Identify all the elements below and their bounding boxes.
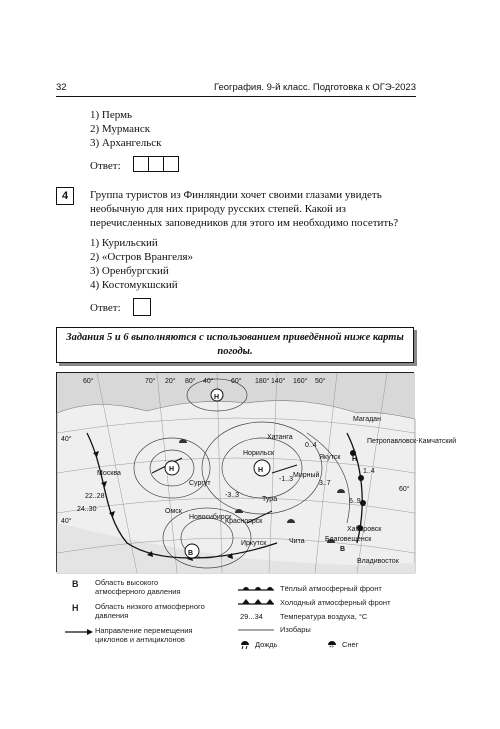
weather-map: [56, 372, 457, 572]
warm-front-icon: [238, 583, 274, 593]
prev-answer-box-1[interactable]: [133, 156, 149, 172]
map-label: Москва: [97, 470, 121, 477]
prev-answer-box-3[interactable]: [163, 156, 179, 172]
map-temp-label: 1..4: [363, 468, 375, 475]
header-rule: [56, 96, 416, 97]
map-label: 60°: [399, 486, 410, 493]
legend-direction: Направление перемещения циклонов и антициклонов: [95, 626, 193, 644]
prev-option-1: 1) Пермь: [90, 109, 133, 121]
map-temp-label: -1..3: [279, 476, 294, 483]
map-label: Владивосток: [357, 558, 399, 565]
legend-high-symbol: В: [72, 579, 79, 589]
map-label: 40°: [203, 378, 214, 385]
prev-answer-label: Ответ:: [90, 160, 121, 172]
map-temp-label: 6..9: [349, 498, 361, 505]
prev-option-2: 2) Мурманск: [90, 123, 151, 135]
map-label: 40°: [61, 518, 72, 525]
map-label: H: [169, 466, 175, 473]
map-temp-label: -3..3: [225, 492, 240, 499]
map-label: Омск: [165, 508, 182, 515]
book-title: География. 9-й класс. Подготовка к ОГЭ-2023: [213, 82, 416, 93]
map-label: 20°: [165, 378, 176, 385]
map-label: Норильск: [243, 450, 275, 457]
map-label: Сургут: [189, 480, 211, 487]
map-label: B: [188, 550, 194, 557]
map-label: H: [214, 394, 220, 401]
map-label: H: [352, 456, 358, 463]
map-label: Магадан: [353, 416, 381, 423]
map-label: 160°: [293, 378, 308, 385]
map-temp-label: 24..30: [77, 506, 97, 513]
map-label: Новосибирск: [189, 514, 232, 521]
q4-option-3: 3) Оренбургский: [90, 265, 169, 277]
map-temp-label: 22..28: [85, 493, 105, 500]
question-number: 4: [56, 187, 74, 205]
map-label: Якутск: [319, 454, 341, 461]
map-label: Иркутск: [241, 540, 267, 547]
q4-option-2: 2) «Остров Врангеля»: [90, 251, 194, 263]
map-temp-label: 3..7: [319, 480, 331, 487]
map-label: H: [258, 467, 264, 474]
map-temp-label: 0..4: [305, 442, 317, 449]
map-label: Мирный: [293, 472, 320, 479]
weather-map-svg: [57, 373, 457, 573]
question-text: Группа туристов из Финляндии хочет своими глазами увидеть необычную для них природу русских степей. Какой из перечисленных заповедников для этого им необходимо посетить?: [90, 189, 399, 229]
q4-answer-label: Ответ:: [90, 302, 121, 314]
task-banner: Задания 5 и 6 выполняются с использованием приведённой ниже карты погоды.: [56, 327, 414, 363]
legend-temp-example: 29...34: [240, 612, 263, 621]
legend-low-symbol: Н: [72, 603, 79, 613]
map-label: 140°: [271, 378, 286, 385]
cold-front-icon: [238, 597, 274, 607]
map-label: 70°: [145, 378, 156, 385]
map-label: Красноярск: [225, 518, 263, 525]
legend-high: Область высокого атмосферного давления: [95, 578, 181, 596]
map-label: 80°: [185, 378, 196, 385]
map-label: 180°: [255, 378, 270, 385]
map-label: Хатанга: [267, 434, 293, 441]
map-label: B: [340, 546, 346, 553]
map-label: Тура: [262, 496, 278, 503]
legend-low: Область низкого атмосферного давления: [95, 602, 205, 620]
snow-icon: [327, 640, 337, 649]
legend-isobars: Изобары: [280, 625, 311, 634]
map-label: Петропавловск-Камчатский: [367, 438, 457, 445]
legend-snow: Снег: [342, 640, 359, 649]
legend-temp: Температура воздуха, °С: [280, 612, 368, 621]
map-label: Благовещенск: [325, 536, 372, 543]
legend-warm-front: Тёплый атмосферный фронт: [280, 584, 382, 593]
legend-cold-front: Холодный атмосферный фронт: [280, 598, 391, 607]
map-label: 60°: [83, 378, 94, 385]
map-label: Хабаровск: [347, 526, 382, 533]
map-label: Чита: [289, 538, 305, 545]
q4-option-1: 1) Курильский: [90, 237, 158, 249]
rain-icon: [240, 640, 250, 649]
map-label: 60°: [231, 378, 242, 385]
legend-arrow-icon: [64, 628, 94, 636]
map-label: 40°: [61, 436, 72, 443]
q4-answer-box[interactable]: [133, 298, 151, 316]
page-number: 32: [56, 82, 67, 93]
isobar-icon: [238, 627, 274, 633]
svg-text:**: **: [329, 646, 334, 651]
map-label: 50°: [315, 378, 326, 385]
q4-option-4: 4) Костомукшский: [90, 279, 178, 291]
prev-option-3: 3) Архангельск: [90, 137, 162, 149]
legend-rain: Дождь: [255, 640, 278, 649]
prev-answer-box-2[interactable]: [148, 156, 164, 172]
